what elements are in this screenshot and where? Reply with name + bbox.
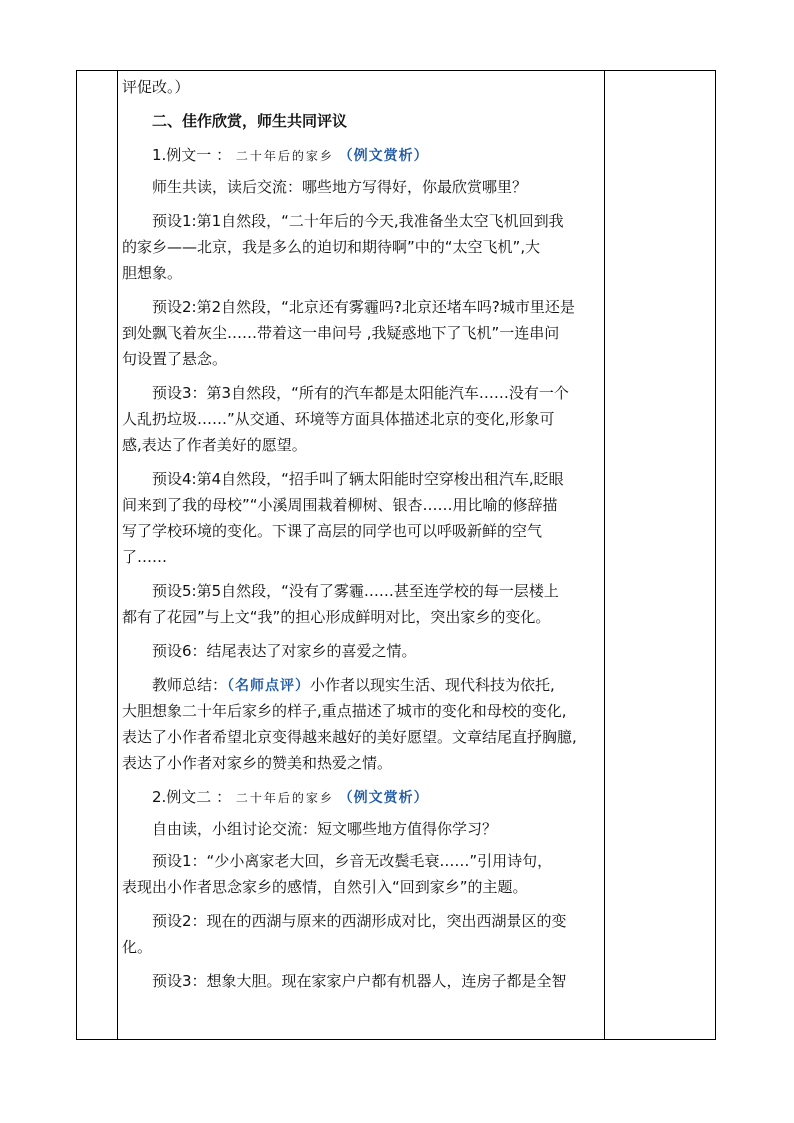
example-number: 2.例文二 ： [152, 788, 232, 806]
preset-paragraph-3 [122, 380, 600, 458]
example-tag: （例文赏析） [338, 790, 429, 806]
text-line: 预设2:第2自然段，“北京还有雾霾吗?北京还堵车吗?城市里还是 [152, 298, 575, 316]
text-line: 表达了小作者对家乡的赞美和热爱之情。 [122, 754, 393, 772]
text-line: 到处飘飞着灰尘……带着这一串问号 ,我疑惑地下了飞机”一连串问 [122, 324, 560, 342]
text-line: 人乱扔垃圾……”从交通、环境等方面具体描述北京的变化,形象可 [122, 410, 555, 428]
section-heading: 二、佳作欣赏，师生共同评议 [152, 112, 348, 130]
text-line: 表达了小作者希望北京变得越来越好的美好愿望。文章结尾直抒胸臆, [122, 728, 577, 746]
text-line: 表现出小作者思念家乡的感情，自然引入“回到家乡”的主题。 [122, 878, 528, 896]
preset-paragraph-6 [122, 638, 600, 664]
summary-text: 小作者以现实生活、现代科技为依托, [310, 676, 555, 694]
example-one-title [122, 142, 600, 168]
example-number: 1.例文一 ： [152, 146, 232, 164]
text-line [122, 672, 600, 698]
text-line: 预设4:第4自然段，“招手叫了辆太阳能时空穿梭出租汽车,眨眼 [152, 470, 564, 488]
example-title: 二十年后的家乡 [235, 791, 334, 805]
text-line: 评促改。） [122, 78, 190, 96]
lesson-content-cell [122, 74, 600, 994]
preset-paragraph-1 [122, 208, 600, 286]
preset-paragraph-5 [122, 578, 600, 630]
summary-label: 教师总结： [152, 676, 228, 694]
text-line: 预设3：第3自然段，“所有的汽车都是太阳能汽车……没有一个 [152, 384, 569, 402]
text-line: 的家乡——北京，我是多么的迫切和期待啊”中的“太空飞机”,大 [122, 238, 541, 256]
example-two-title [122, 784, 600, 810]
text-line: 句设置了悬念。 [122, 350, 228, 368]
text-line: 胆想象。 [122, 264, 183, 282]
example-tag: （例文赏析） [338, 148, 429, 164]
text-line: 间来到了我的母校”“小溪周围栽着柳树、银杏……用比喻的修辞描 [122, 496, 558, 514]
text-line: 预设3：想象大胆。现在家家户户都有机器人，连房子都是全智 [152, 972, 567, 990]
text-line: 感,表达了作者美好的愿望。 [122, 436, 307, 454]
table-column-divider-right [604, 70, 605, 1040]
teacher-summary [122, 672, 600, 776]
text-line: 了…… [122, 548, 168, 566]
question-text: 师生共读，读后交流：哪些地方写得好，你最欣赏哪里？ [152, 178, 528, 196]
text-line: 都有了花园”与上文“我”的担心形成鲜明对比，突出家乡的变化。 [122, 608, 551, 626]
text-line: 预设6：结尾表达了对家乡的喜爱之情。 [152, 642, 417, 660]
preset-paragraph-s2 [122, 908, 600, 960]
text-line: 预设1：“少小离家老大回，乡音无改鬓毛衰……”引用诗句， [152, 852, 553, 870]
preset-paragraph-4 [122, 466, 600, 570]
preset-paragraph-s1 [122, 848, 600, 900]
summary-tag: （名师点评） [227, 678, 311, 694]
preset-paragraph-2 [122, 294, 600, 372]
text-line: 预设5:第5自然段，“没有了雾霾……甚至连学校的每一层楼上 [152, 582, 559, 600]
text-line: 预设1:第1自然段，“二十年后的今天,我准备坐太空飞机回到我 [152, 212, 564, 230]
example-title: 二十年后的家乡 [235, 149, 334, 163]
question-text: 自由读，小组讨论交流：短文哪些地方值得你学习？ [152, 820, 498, 838]
table-column-divider-left [117, 70, 118, 1040]
text-line: 预设2：现在的西湖与原来的西湖形成对比，突出西湖景区的变 [152, 912, 567, 930]
text-line: 化。 [122, 938, 153, 956]
text-line: 大胆想象二十年后家乡的样子,重点描述了城市的变化和母校的变化, [122, 702, 567, 720]
preset-paragraph-s3 [122, 968, 600, 994]
text-line: 写了学校环境的变化。下课了高层的同学也可以呼吸新鲜的空气 [122, 522, 543, 540]
